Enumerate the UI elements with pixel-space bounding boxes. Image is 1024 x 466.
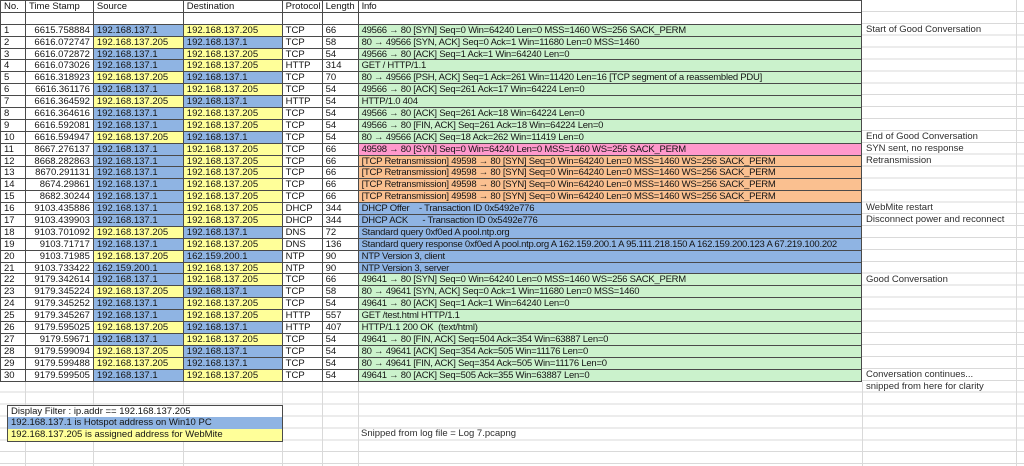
cell-no[interactable]: 26 [1, 322, 26, 334]
cell-info[interactable]: 49566 → 80 [ACK] Seq=1 Ack=1 Win=64240 Len=0 [359, 49, 862, 61]
blank-cell[interactable] [283, 13, 323, 25]
table-row [1, 167, 862, 179]
table-row [1, 286, 862, 298]
cell-protocol[interactable]: TCP [283, 72, 323, 84]
legend-box [7, 405, 283, 443]
blank-row [1, 13, 862, 25]
cell-destination[interactable]: 192.168.137.205 [184, 215, 283, 227]
cell-length[interactable]: 90 [323, 263, 359, 275]
cell-time[interactable]: 6616.072747 [26, 37, 94, 49]
cell-no[interactable]: 16 [1, 203, 26, 215]
cell-info[interactable]: 80 → 49641 [ACK] Seq=354 Ack=505 Win=11176 Len=0 [359, 346, 862, 358]
cell-info[interactable]: 49566 → 80 [ACK] Seq=261 Ack=18 Win=64224 Len=0 [359, 108, 862, 120]
cell-info[interactable]: GET / HTTP/1.1 [359, 60, 862, 72]
cell-info[interactable]: 49641 → 80 [ACK] Seq=1 Ack=1 Win=64240 Len=0 [359, 298, 862, 310]
table-row [1, 120, 862, 132]
cell-info[interactable]: DHCP Offer - Transaction ID 0x5492e776 [359, 203, 862, 215]
cell-no[interactable]: 29 [1, 358, 26, 370]
cell-info[interactable]: 49641 → 80 [ACK] Seq=505 Ack=355 Win=63887 Len=0 [359, 370, 862, 382]
cell-no[interactable]: 18 [1, 227, 26, 239]
cell-no[interactable]: 13 [1, 167, 26, 179]
cell-source[interactable]: 192.168.137.1 [94, 191, 184, 203]
cell-length[interactable]: 54 [323, 49, 359, 61]
cell-no[interactable]: 1 [1, 25, 26, 37]
table-row [1, 25, 862, 37]
cell-info[interactable]: 80 → 49641 [FIN, ACK] Seq=354 Ack=505 Win=11176 Len=0 [359, 358, 862, 370]
cell-length[interactable]: 66 [323, 191, 359, 203]
cell-time[interactable]: 9179.345252 [26, 298, 94, 310]
cell-destination[interactable]: 192.168.137.1 [184, 286, 283, 298]
cell-destination[interactable]: 192.168.137.1 [184, 346, 283, 358]
cell-info[interactable]: 49566 → 80 [SYN] Seq=0 Win=64240 Len=0 MSS=1460 WS=256 SACK_PERM [359, 25, 862, 37]
table-row [1, 84, 862, 96]
cell-source[interactable]: 192.168.137.205 [94, 96, 184, 108]
cell-protocol[interactable]: TCP [283, 346, 323, 358]
cell-length[interactable]: 90 [323, 251, 359, 263]
cell-time[interactable]: 9103.733422 [26, 263, 94, 275]
cell-length[interactable]: 58 [323, 37, 359, 49]
cell-destination[interactable]: 192.168.137.1 [184, 322, 283, 334]
cell-protocol[interactable]: TCP [283, 358, 323, 370]
table-row [1, 49, 862, 61]
cell-destination[interactable]: 192.168.137.205 [184, 49, 283, 61]
cell-time[interactable]: 6615.758884 [26, 25, 94, 37]
table-row [1, 239, 862, 251]
cell-source[interactable]: 192.168.137.205 [94, 132, 184, 144]
cell-protocol[interactable]: TCP [283, 191, 323, 203]
blank-cell[interactable] [26, 13, 94, 25]
cell-destination[interactable]: 192.168.137.205 [184, 108, 283, 120]
cell-source[interactable]: 192.168.137.1 [94, 215, 184, 227]
cell-length[interactable]: 54 [323, 358, 359, 370]
display-filter-cell[interactable]: Display Filter : ip.addr == 192.168.137.205 [11, 405, 191, 417]
cell-protocol[interactable]: NTP [283, 251, 323, 263]
cell-info[interactable]: [TCP Retransmission] 49598 → 80 [SYN] Seq=0 Win=64240 Len=0 MSS=1460 WS=256 SACK_PERM [359, 156, 862, 168]
cell-no[interactable]: 21 [1, 263, 26, 275]
cell-time[interactable]: 9179.599094 [26, 346, 94, 358]
cell-source[interactable]: 192.168.137.205 [94, 346, 184, 358]
cell-protocol[interactable]: TCP [283, 298, 323, 310]
cell-info[interactable]: Standard query response 0xf0ed A pool.ntp.org A 162.159.200.1 A 95.111.218.150 A 162.159.200.123 A 67.219.100.202 [359, 239, 862, 251]
cell-info[interactable]: 49598 → 80 [SYN] Seq=0 Win=64240 Len=0 MSS=1460 WS=256 SACK_PERM [359, 144, 862, 156]
cell-info[interactable]: 49566 → 80 [ACK] Seq=261 Ack=17 Win=64224 Len=0 [359, 84, 862, 96]
cell-length[interactable]: 58 [323, 286, 359, 298]
cell-info[interactable]: [TCP Retransmission] 49598 → 80 [SYN] Seq=0 Win=64240 Len=0 MSS=1460 WS=256 SACK_PERM [359, 167, 862, 179]
cell-destination[interactable]: 192.168.137.205 [184, 191, 283, 203]
cell-no[interactable]: 10 [1, 132, 26, 144]
cell-source[interactable]: 192.168.137.205 [94, 322, 184, 334]
cell-source[interactable]: 192.168.137.1 [94, 179, 184, 191]
cell-destination[interactable]: 192.168.137.205 [184, 203, 283, 215]
annotation-note[interactable]: snipped from here for clarity [866, 380, 984, 392]
cell-source[interactable]: 192.168.137.205 [94, 72, 184, 84]
cell-protocol[interactable]: TCP [283, 144, 323, 156]
cell-source[interactable]: 192.168.137.1 [94, 203, 184, 215]
blank-cell[interactable] [323, 13, 359, 25]
cell-source[interactable]: 192.168.137.1 [94, 144, 184, 156]
cell-length[interactable]: 54 [323, 120, 359, 132]
header-source[interactable]: Source [94, 1, 184, 13]
annotation-note[interactable]: Conversation continues... [866, 368, 974, 380]
cell-destination[interactable]: 192.168.137.205 [184, 60, 283, 72]
table-row [1, 298, 862, 310]
cell-length[interactable]: 314 [323, 60, 359, 72]
cell-destination[interactable]: 192.168.137.1 [184, 358, 283, 370]
cell-info[interactable]: [TCP Retransmission] 49598 → 80 [SYN] Seq=0 Win=64240 Len=0 MSS=1460 WS=256 SACK_PERM [359, 191, 862, 203]
table-row [1, 227, 862, 239]
cell-protocol[interactable]: TCP [283, 274, 323, 286]
cell-length[interactable]: 54 [323, 346, 359, 358]
cell-source[interactable]: 192.168.137.205 [94, 251, 184, 263]
cell-no[interactable]: 3 [1, 49, 26, 61]
cell-no[interactable]: 11 [1, 144, 26, 156]
cell-source[interactable]: 192.168.137.1 [94, 239, 184, 251]
table-row [1, 179, 862, 191]
cell-source[interactable]: 192.168.137.1 [94, 370, 184, 382]
header-time-stamp[interactable]: Time Stamp [26, 1, 94, 13]
cell-info[interactable]: 80 → 49566 [SYN, ACK] Seq=0 Ack=1 Win=11680 Len=0 MSS=1460 [359, 37, 862, 49]
cell-no[interactable]: 27 [1, 334, 26, 346]
cell-no[interactable]: 9 [1, 120, 26, 132]
annotation-note[interactable]: Good Conversation [866, 273, 948, 285]
table-row [1, 60, 862, 72]
gridline [862, 382, 863, 466]
cell-no[interactable]: 28 [1, 346, 26, 358]
header-length[interactable]: Length [323, 1, 359, 13]
cell-info[interactable]: HTTP/1.0 404 [359, 96, 862, 108]
cell-info[interactable]: 49641 → 80 [FIN, ACK] Seq=504 Ack=354 Win=63887 Len=0 [359, 334, 862, 346]
cell-no[interactable]: 22 [1, 274, 26, 286]
header-protocol[interactable]: Protocol [283, 1, 323, 13]
cell-protocol[interactable]: TCP [283, 286, 323, 298]
cell-protocol[interactable]: HTTP [283, 322, 323, 334]
cell-source[interactable]: 192.168.137.1 [94, 84, 184, 96]
cell-no[interactable]: 30 [1, 370, 26, 382]
cell-no[interactable]: 2 [1, 37, 26, 49]
cell-source[interactable]: 192.168.137.1 [94, 298, 184, 310]
cell-time[interactable]: 9103.71717 [26, 239, 94, 251]
cell-info[interactable]: HTTP/1.1 200 OK (text/html) [359, 322, 862, 334]
cell-destination[interactable]: 192.168.137.1 [184, 132, 283, 144]
cell-protocol[interactable]: DHCP [283, 203, 323, 215]
cell-length[interactable]: 72 [323, 227, 359, 239]
cell-no[interactable]: 8 [1, 108, 26, 120]
cell-time[interactable]: 9179.345224 [26, 286, 94, 298]
cell-source[interactable]: 192.168.137.1 [94, 25, 184, 37]
cell-time[interactable]: 6616.361176 [26, 84, 94, 96]
cell-protocol[interactable]: TCP [283, 120, 323, 132]
cell-time[interactable]: 6616.364592 [26, 96, 94, 108]
cell-length[interactable]: 54 [323, 84, 359, 96]
cell-info[interactable]: NTP Version 3, server [359, 263, 862, 275]
cell-destination[interactable]: 192.168.137.205 [184, 25, 283, 37]
cell-destination[interactable]: 192.168.137.205 [184, 156, 283, 168]
blank-cell[interactable] [184, 13, 283, 25]
table-row [1, 96, 862, 108]
cell-info[interactable]: 80 → 49566 [PSH, ACK] Seq=1 Ack=261 Win=11420 Len=16 [TCP segment of a reassembled PDU] [359, 72, 862, 84]
cell-time[interactable]: 6616.592081 [26, 120, 94, 132]
cell-source[interactable]: 162.159.200.1 [94, 263, 184, 275]
cell-info[interactable]: NTP Version 3, client [359, 251, 862, 263]
cell-time[interactable]: 6616.072872 [26, 49, 94, 61]
cell-time[interactable]: 9103.439903 [26, 215, 94, 227]
cell-no[interactable]: 14 [1, 179, 26, 191]
cell-source[interactable]: 192.168.137.1 [94, 310, 184, 322]
cell-source[interactable]: 192.168.137.205 [94, 227, 184, 239]
cell-no[interactable]: 20 [1, 251, 26, 263]
table-row [1, 346, 862, 358]
cell-source[interactable]: 192.168.137.205 [94, 37, 184, 49]
cell-time[interactable]: 9179.599488 [26, 358, 94, 370]
cell-destination[interactable]: 192.168.137.1 [184, 227, 283, 239]
cell-no[interactable]: 23 [1, 286, 26, 298]
cell-length[interactable]: 407 [323, 322, 359, 334]
cell-source[interactable]: 192.168.137.1 [94, 108, 184, 120]
cell-protocol[interactable]: HTTP [283, 60, 323, 72]
cell-source[interactable]: 192.168.137.205 [94, 286, 184, 298]
cell-protocol[interactable]: TCP [283, 49, 323, 61]
table-row [1, 132, 862, 144]
cell-length[interactable]: 557 [323, 310, 359, 322]
cell-length[interactable]: 54 [323, 298, 359, 310]
cell-destination[interactable]: 192.168.137.1 [184, 37, 283, 49]
cell-destination[interactable]: 192.168.137.205 [184, 84, 283, 96]
header-destination[interactable]: Destination [184, 1, 283, 13]
cell-info[interactable]: 49641 → 80 [SYN] Seq=0 Win=64240 Len=0 MSS=1460 WS=256 SACK_PERM [359, 274, 862, 286]
cell-source[interactable]: 192.168.137.1 [94, 156, 184, 168]
blank-cell[interactable] [1, 13, 26, 25]
cell-length[interactable]: 66 [323, 25, 359, 37]
table-row [1, 144, 862, 156]
annotation-note[interactable]: Start of Good Conversation [866, 23, 982, 35]
table-row [1, 191, 862, 203]
annotation-note[interactable]: SYN sent, no response [866, 142, 964, 154]
table-row [1, 251, 862, 263]
cell-source[interactable]: 192.168.137.1 [94, 60, 184, 72]
table-row [1, 370, 862, 382]
cell-no[interactable]: 7 [1, 96, 26, 108]
table-row [1, 274, 862, 286]
table-row [1, 37, 862, 49]
cell-time[interactable]: 9103.701092 [26, 227, 94, 239]
cell-destination[interactable]: 192.168.137.205 [184, 334, 283, 346]
cell-time[interactable]: 9179.59671 [26, 334, 94, 346]
cell-time[interactable]: 9179.599505 [26, 370, 94, 382]
cell-protocol[interactable]: TCP [283, 108, 323, 120]
table-row [1, 310, 862, 322]
cell-info[interactable]: 49566 → 80 [FIN, ACK] Seq=261 Ack=18 Win=64224 Len=0 [359, 120, 862, 132]
header-info[interactable]: Info [359, 1, 862, 13]
cell-info[interactable]: DHCP ACK - Transaction ID 0x5492e776 [359, 215, 862, 227]
cell-protocol[interactable]: TCP [283, 37, 323, 49]
legend-cell[interactable]: 192.168.137.1 is Hotspot address on Win10 PC [8, 417, 282, 429]
cell-length[interactable]: 344 [323, 203, 359, 215]
table-row [1, 263, 862, 275]
blank-cell[interactable] [359, 13, 862, 25]
cell-source[interactable]: 192.168.137.1 [94, 120, 184, 132]
cell-protocol[interactable]: HTTP [283, 310, 323, 322]
cell-destination[interactable]: 192.168.137.205 [184, 263, 283, 275]
cell-info[interactable]: [TCP Retransmission] 49598 → 80 [SYN] Seq=0 Win=64240 Len=0 MSS=1460 WS=256 SACK_PERM [359, 179, 862, 191]
cell-destination[interactable]: 192.168.137.205 [184, 144, 283, 156]
cell-time[interactable]: 9179.595025 [26, 322, 94, 334]
header-no[interactable]: No. [1, 1, 26, 13]
cell-length[interactable]: 54 [323, 96, 359, 108]
cell-destination[interactable]: 192.168.137.205 [184, 167, 283, 179]
cell-destination[interactable]: 192.168.137.205 [184, 120, 283, 132]
annotation-note[interactable]: Retransmission [866, 154, 932, 166]
cell-destination[interactable]: 192.168.137.205 [184, 179, 283, 191]
cell-length[interactable]: 70 [323, 72, 359, 84]
cell-protocol[interactable]: TCP [283, 132, 323, 144]
cell-protocol[interactable]: DHCP [283, 215, 323, 227]
cell-length[interactable]: 54 [323, 132, 359, 144]
cell-destination[interactable]: 162.159.200.1 [184, 251, 283, 263]
cell-no[interactable]: 25 [1, 310, 26, 322]
cell-time[interactable]: 9103.71985 [26, 251, 94, 263]
cell-destination[interactable]: 192.168.137.205 [184, 370, 283, 382]
cell-time[interactable]: 6616.318923 [26, 72, 94, 84]
table-row [1, 156, 862, 168]
cell-protocol[interactable]: HTTP [283, 96, 323, 108]
cell-no[interactable]: 19 [1, 239, 26, 251]
cell-source[interactable]: 192.168.137.205 [94, 358, 184, 370]
cell-length[interactable]: 344 [323, 215, 359, 227]
table-row [1, 358, 862, 370]
cell-time[interactable]: 9179.345267 [26, 310, 94, 322]
cell-no[interactable]: 17 [1, 215, 26, 227]
cell-length[interactable]: 66 [323, 156, 359, 168]
cell-protocol[interactable]: TCP [283, 167, 323, 179]
table-header-row [1, 1, 862, 13]
cell-protocol[interactable]: DNS [283, 227, 323, 239]
gridline [1016, 0, 1017, 466]
cell-source[interactable]: 192.168.137.1 [94, 334, 184, 346]
table-row [1, 322, 862, 334]
log-file-note[interactable]: Snipped from log file = Log 7.pcapng [361, 428, 517, 440]
cell-source[interactable]: 192.168.137.1 [94, 274, 184, 286]
cell-time[interactable]: 8668.282863 [26, 156, 94, 168]
gridline [358, 382, 359, 466]
cell-length[interactable]: 66 [323, 144, 359, 156]
cell-protocol[interactable]: NTP [283, 263, 323, 275]
cell-time[interactable]: 8674.29861 [26, 179, 94, 191]
cell-protocol[interactable]: TCP [283, 25, 323, 37]
cell-time[interactable]: 6616.073026 [26, 60, 94, 72]
cell-destination[interactable]: 192.168.137.1 [184, 96, 283, 108]
cell-source[interactable]: 192.168.137.1 [94, 49, 184, 61]
cell-destination[interactable]: 192.168.137.205 [184, 239, 283, 251]
cell-time[interactable]: 9179.342614 [26, 274, 94, 286]
cell-info[interactable]: 80 → 49566 [ACK] Seq=18 Ack=262 Win=11419 Len=0 [359, 132, 862, 144]
cell-protocol[interactable]: TCP [283, 84, 323, 96]
table-row [1, 108, 862, 120]
cell-protocol[interactable]: TCP [283, 179, 323, 191]
cell-length[interactable]: 54 [323, 370, 359, 382]
annotation-note[interactable]: Disconnect power and reconnect [866, 214, 1005, 226]
cell-time[interactable]: 6616.364616 [26, 108, 94, 120]
cell-info[interactable]: Standard query 0xf0ed A pool.ntp.org [359, 227, 862, 239]
cell-protocol[interactable]: TCP [283, 334, 323, 346]
cell-protocol[interactable]: TCP [283, 370, 323, 382]
cell-destination[interactable]: 192.168.137.1 [184, 72, 283, 84]
cell-no[interactable]: 12 [1, 156, 26, 168]
table-row [1, 72, 862, 84]
cell-no[interactable]: 24 [1, 298, 26, 310]
cell-time[interactable]: 8667.276137 [26, 144, 94, 156]
legend-cell[interactable]: 192.168.137.205 is assigned address for WebMite [8, 429, 282, 441]
cell-time[interactable]: 9103.435886 [26, 203, 94, 215]
cell-destination[interactable]: 192.168.137.205 [184, 310, 283, 322]
cell-no[interactable]: 15 [1, 191, 26, 203]
cell-no[interactable]: 6 [1, 84, 26, 96]
table-row [1, 334, 862, 346]
annotation-note[interactable]: End of Good Conversation [866, 130, 978, 142]
cell-destination[interactable]: 192.168.137.205 [184, 274, 283, 286]
cell-no[interactable]: 4 [1, 60, 26, 72]
cell-time[interactable]: 8670.291131 [26, 167, 94, 179]
cell-length[interactable]: 66 [323, 274, 359, 286]
cell-length[interactable]: 66 [323, 179, 359, 191]
cell-time[interactable]: 8682.30244 [26, 191, 94, 203]
gridline [322, 382, 323, 466]
cell-destination[interactable]: 192.168.137.205 [184, 298, 283, 310]
table-row [1, 215, 862, 227]
table-row [1, 203, 862, 215]
annotation-note[interactable]: WebMite restart [866, 202, 933, 214]
cell-info[interactable]: GET /test.html HTTP/1.1 [359, 310, 862, 322]
cell-no[interactable]: 5 [1, 72, 26, 84]
cell-time[interactable]: 6616.594947 [26, 132, 94, 144]
cell-protocol[interactable]: DNS [283, 239, 323, 251]
cell-length[interactable]: 66 [323, 167, 359, 179]
cell-length[interactable]: 136 [323, 239, 359, 251]
cell-protocol[interactable]: TCP [283, 156, 323, 168]
cell-source[interactable]: 192.168.137.1 [94, 167, 184, 179]
blank-cell[interactable] [94, 13, 184, 25]
cell-info[interactable]: 80 → 49641 [SYN, ACK] Seq=0 Ack=1 Win=11680 Len=0 MSS=1460 [359, 286, 862, 298]
cell-length[interactable]: 54 [323, 108, 359, 120]
cell-length[interactable]: 54 [323, 334, 359, 346]
